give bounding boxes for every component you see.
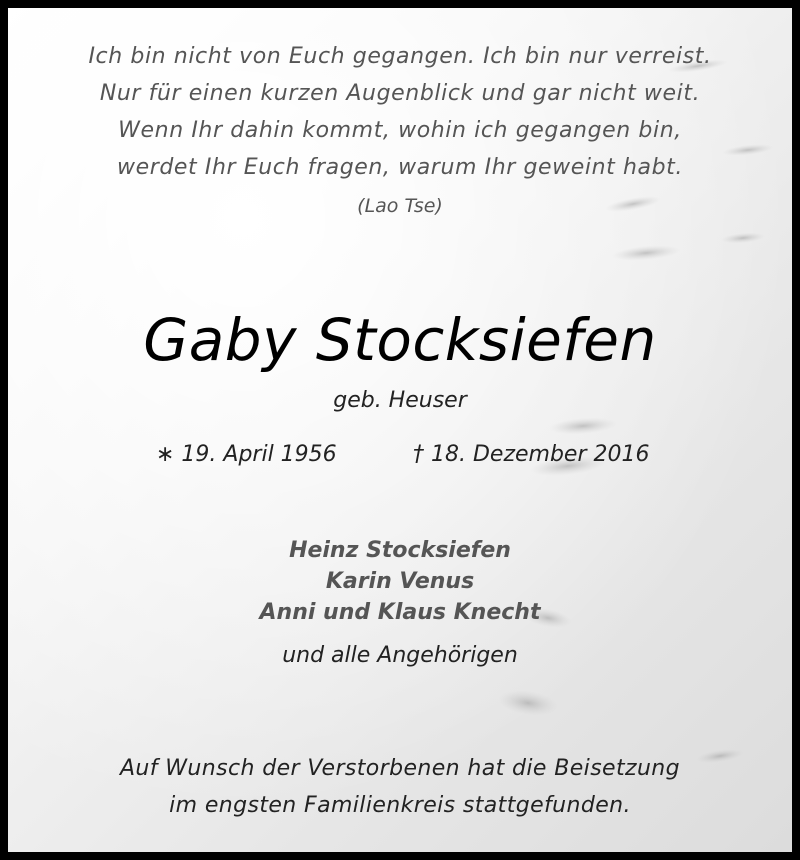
obituary-content [8,8,792,852]
mourner-name: Heinz Stocksiefen [289,538,511,563]
poem [8,38,792,186]
death-date: † 18. Dezember 2016 [413,442,650,467]
burial-notice [8,750,792,824]
notice-line: im engsten Familienkreis stattgefunden. [169,793,631,818]
poem-line: Nur für einen kurzen Augenblick und gar nicht weit. [99,81,701,106]
poem-line: Ich bin nicht von Euch gegangen. Ich bin nur verreist. [88,44,712,69]
mourner-name: Anni und Klaus Knecht [259,600,541,625]
poem-line: werdet Ihr Euch fragen, warum Ihr geweint habt. [116,155,683,180]
notice-line: Auf Wunsch der Verstorbenen hat die Beisetzung [119,756,681,781]
mourners-list [8,535,792,628]
mourner-name: Karin Venus [325,569,475,594]
quote-source: (Lao Tse) [357,195,443,217]
poem-line: Wenn Ihr dahin kommt, wohin ich gegangen bin, [118,118,682,143]
birth-date: ∗ 19. April 1956 [156,442,337,467]
deceased-name: Gaby Stocksiefen [143,306,657,374]
relatives-line: und alle Angehörigen [282,643,518,668]
maiden-name: geb. Heuser [333,388,467,413]
